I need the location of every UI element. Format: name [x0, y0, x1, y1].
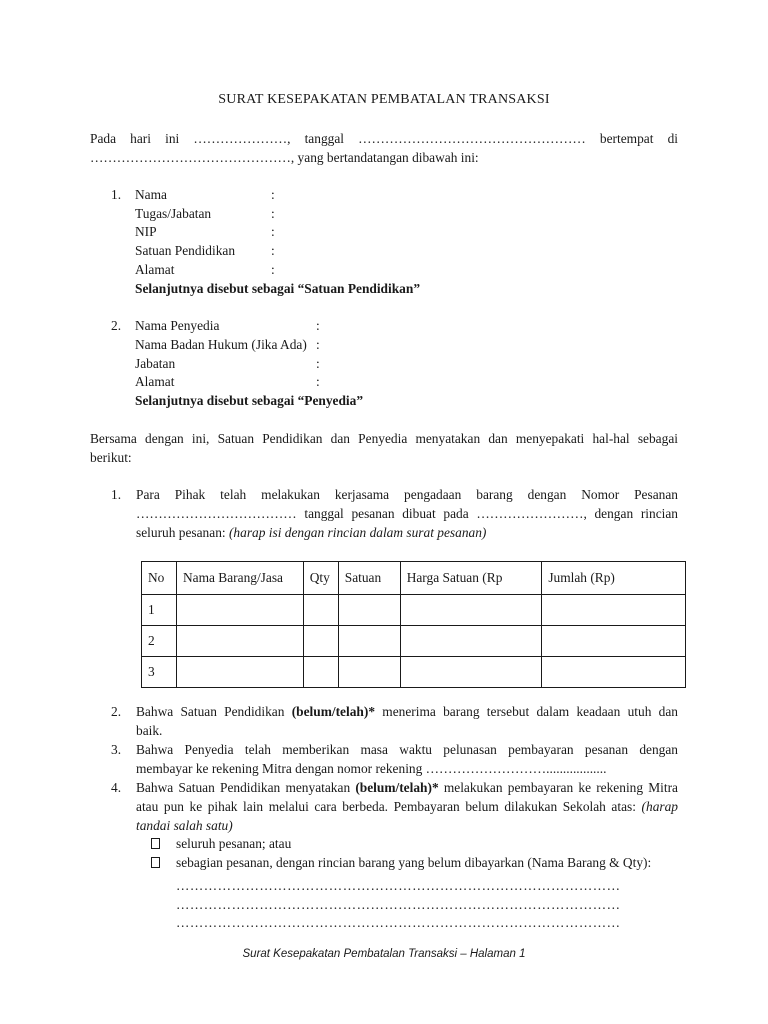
table-cell-harga-satuan[interactable]: [400, 595, 542, 626]
party1-field-jabatan-colon: :: [271, 206, 275, 221]
party2-field-nama-colon: :: [316, 318, 320, 333]
table-cell-qty[interactable]: [303, 595, 338, 626]
table-cell-no: 2: [142, 626, 177, 657]
party1-field-nip-label: NIP: [135, 224, 157, 239]
point2-line-1-text-a: Bahwa Satuan Pendidikan: [136, 704, 292, 719]
party1-field-name-label: Nama: [135, 187, 167, 202]
table-cell-harga-satuan[interactable]: [400, 657, 542, 688]
point3-line-2: membayar ke rekening Mitra dengan nomor rekening ………………………..................: [136, 761, 607, 776]
point4-belum-telah: (belum/telah)*: [355, 780, 439, 795]
table-header-no: No: [142, 562, 177, 595]
party1-field-jabatan-label: Tugas/Jabatan: [135, 206, 212, 221]
point4-line-1-text-c: melakukan pembayaran ke rekening Mitra: [438, 780, 678, 795]
point1-line-1: Para Pihak telah melakukan kerjasama pengadaan barang dengan Nomor Pesanan: [136, 487, 678, 502]
party2-field-jabatan-label: Jabatan: [135, 356, 176, 371]
point4-instruction-a: (harap: [641, 799, 678, 814]
table-header-satuan: Satuan: [338, 562, 400, 595]
point1-instruction: (harap isi dengan rincian dalam surat pesanan): [228, 525, 487, 540]
party2-number: 2.: [111, 318, 122, 333]
point4-line-2: [136, 797, 678, 816]
point4-line-1: [136, 778, 678, 797]
option-seluruh-pesanan: seluruh pesanan; atau: [176, 836, 292, 851]
party2-field-alamat-label: Alamat: [135, 374, 175, 389]
table-cell-jumlah[interactable]: [542, 595, 686, 626]
table-cell-nama-barang[interactable]: [176, 657, 303, 688]
dot-line-2: ……………………………………………………………………………………: [176, 897, 621, 912]
party2-field-badan-hukum-colon: :: [316, 337, 320, 352]
point4-instruction-b: tandai salah satu): [136, 818, 233, 833]
table-cell-satuan[interactable]: [338, 595, 400, 626]
party2-field-badan-hukum-label: Nama Badan Hukum (Jika Ada): [135, 337, 307, 352]
checkbox-icon[interactable]: [151, 857, 160, 868]
point4-number: 4.: [111, 780, 122, 795]
table-cell-no: 3: [142, 657, 177, 688]
document-title: SURAT KESEPAKATAN PEMBATALAN TRANSAKSI: [218, 92, 550, 107]
table-header-qty: Qty: [303, 562, 338, 595]
table-cell-nama-barang[interactable]: [176, 595, 303, 626]
agreement-intro-line-2: berikut:: [90, 450, 132, 465]
table-cell-nama-barang[interactable]: [176, 626, 303, 657]
party1-field-satuan-colon: :: [271, 243, 275, 258]
party1-field-nip-colon: :: [271, 224, 275, 239]
dot-line-1: ……………………………………………………………………………………: [176, 878, 621, 893]
table-cell-qty[interactable]: [303, 626, 338, 657]
opening-line-2: ………………………………………, yang bertandatangan dibawah ini:: [90, 150, 479, 165]
point2-number: 2.: [111, 704, 122, 719]
party1-number: 1.: [111, 187, 122, 202]
party1-field-alamat-label: Alamat: [135, 262, 175, 277]
party1-designation: Selanjutnya disebut sebagai “Satuan Pendidikan”: [135, 281, 421, 296]
table-row: [142, 657, 686, 688]
party2-field-jabatan-colon: :: [316, 356, 320, 371]
point3-line-1: Bahwa Penyedia telah memberikan masa waktu pelunasan pembayaran pesanan dengan: [136, 742, 678, 757]
party1-field-alamat-colon: :: [271, 262, 275, 277]
table-header-row: [142, 562, 686, 595]
point2-belum-telah: (belum/telah)*: [291, 704, 376, 719]
table-cell-satuan[interactable]: [338, 626, 400, 657]
table-cell-no: 1: [142, 595, 177, 626]
table-header-jumlah: Jumlah (Rp): [542, 562, 686, 595]
table-row: [142, 595, 686, 626]
table-header-nama-barang: Nama Barang/Jasa: [176, 562, 303, 595]
dot-line-3: ……………………………………………………………………………………: [176, 915, 621, 930]
table-cell-qty[interactable]: [303, 657, 338, 688]
point2-line-2: baik.: [136, 723, 163, 738]
party1-field-satuan-label: Satuan Pendidikan: [135, 243, 236, 258]
party2-field-nama-label: Nama Penyedia: [135, 318, 220, 333]
table-cell-jumlah[interactable]: [542, 626, 686, 657]
point3-number: 3.: [111, 742, 122, 757]
party1-field-name-colon: :: [271, 187, 275, 202]
point1-line-3: [136, 523, 486, 542]
point1-number: 1.: [111, 487, 122, 502]
agreement-intro-line-1: Bersama dengan ini, Satuan Pendidikan dan Penyedia menyatakan dan menyepakati hal-hal sebagai: [90, 431, 678, 446]
opening-line-1: Pada hari ini …………………, tanggal …………………………………………… bertempat di: [90, 131, 678, 146]
items-table: [141, 561, 686, 688]
point2-line-1-text-c: menerima barang tersebut dalam keadaan utuh dan: [375, 704, 678, 719]
table-cell-jumlah[interactable]: [542, 657, 686, 688]
point4-line-1-text-a: Bahwa Satuan Pendidikan menyatakan: [136, 780, 356, 795]
party2-designation: Selanjutnya disebut sebagai “Penyedia”: [135, 393, 364, 408]
table-cell-harga-satuan[interactable]: [400, 626, 542, 657]
point2-line-1: [136, 702, 678, 721]
table-header-harga-satuan: Harga Satuan (Rp: [400, 562, 542, 595]
page-footer: Surat Kesepakatan Pembatalan Transaksi – Halaman 1: [242, 948, 526, 960]
table-cell-satuan[interactable]: [338, 657, 400, 688]
point1-line-2: ……………………………… tanggal pesanan dibuat pada ……………………, dengan rincian: [136, 506, 678, 521]
party2-field-alamat-colon: :: [316, 374, 320, 389]
point1-line-3-text: seluruh pesanan:: [136, 525, 229, 540]
table-row: [142, 626, 686, 657]
point4-line-2-text: atau pun ke pihak lain melalui cara berbeda. Pembayaran belum dilakukan Sekolah atas:: [136, 799, 642, 814]
checkbox-icon[interactable]: [151, 838, 160, 849]
option-sebagian-pesanan: sebagian pesanan, dengan rincian barang yang belum dibayarkan (Nama Barang & Qty):: [176, 855, 652, 870]
